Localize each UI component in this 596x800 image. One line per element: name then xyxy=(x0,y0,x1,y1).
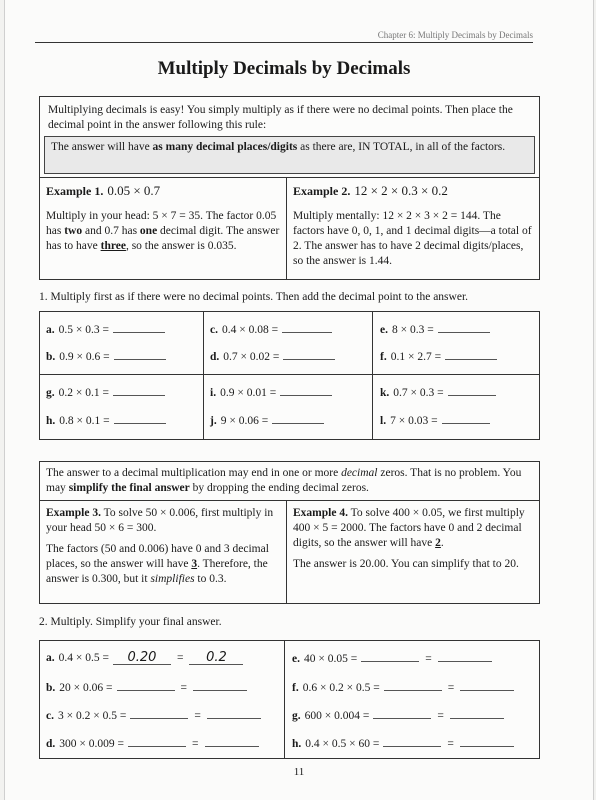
problem-expression: 20 × 0.06 = xyxy=(59,682,113,694)
problem-label: d. xyxy=(210,351,220,363)
example-1-text: Multiply in your head: 5 × 7 = 35. The factor 0.05 has two and 0.7 has one decimal digit. The answer has to have three, so the answer is 0.035. xyxy=(46,210,280,252)
problem-g xyxy=(46,384,165,399)
problem-label: b. xyxy=(46,351,56,363)
problem-expression: 0.4 × 0.08 = xyxy=(221,324,279,336)
problem-label: g. xyxy=(292,710,301,722)
problem-2b xyxy=(46,679,247,694)
example-4 xyxy=(287,501,539,603)
section-2-grid xyxy=(39,640,540,759)
answer-blank[interactable] xyxy=(117,679,175,691)
problem-l xyxy=(380,412,490,427)
example-2-heading xyxy=(293,183,533,199)
problem-label: f. xyxy=(292,682,299,694)
simplified-answer-blank[interactable] xyxy=(460,679,514,691)
problem-expression: 0.9 × 0.01 = xyxy=(220,387,277,399)
example-2 xyxy=(287,178,539,279)
problem-expression: 8 × 0.3 = xyxy=(391,324,434,336)
example-1 xyxy=(40,178,287,279)
simplified-answer-blank[interactable] xyxy=(207,707,261,719)
answer-blank[interactable] xyxy=(130,707,188,719)
problem-label: a. xyxy=(46,324,55,336)
example-4-text-2: The answer is 20.00. You can simplify that to 20. xyxy=(293,558,519,570)
answer-blank[interactable] xyxy=(438,321,490,333)
rule-text-end: as there are, IN TOTAL, in all of the factors. xyxy=(297,141,506,153)
equals-sign: = xyxy=(447,738,454,750)
problem-expression: 300 × 0.009 = xyxy=(59,738,125,750)
problem-h xyxy=(46,412,166,427)
answer-blank[interactable] xyxy=(114,412,166,424)
problem-k xyxy=(380,384,496,399)
problem-expression: 0.5 × 0.3 = xyxy=(58,324,109,336)
problem-label: b. xyxy=(46,682,56,694)
answer-blank[interactable] xyxy=(113,321,165,333)
problem-expression: 0.8 × 0.1 = xyxy=(59,415,110,427)
problem-2a xyxy=(46,650,243,665)
problem-expression: 600 × 0.004 = xyxy=(304,710,370,722)
simplified-answer-blank[interactable] xyxy=(460,735,514,747)
problem-expression: 0.2 × 0.1 = xyxy=(58,387,109,399)
problem-label: c. xyxy=(46,710,54,722)
page-title: Multiply Decimals by Decimals xyxy=(157,58,411,79)
example-2-expression: 12 × 2 × 0.3 × 0.2 xyxy=(354,183,448,198)
answer-blank[interactable] xyxy=(272,412,324,424)
rule-text-bold: as many decimal places/digits xyxy=(152,141,298,153)
equals-sign: = xyxy=(176,652,184,664)
problem-a xyxy=(46,321,165,336)
problem-j xyxy=(210,412,324,427)
simplified-answer-blank[interactable] xyxy=(193,679,247,691)
answer-blank[interactable] xyxy=(445,348,497,360)
problem-label: e. xyxy=(292,653,300,665)
answer-blank[interactable] xyxy=(282,321,332,333)
grid-divider xyxy=(40,374,539,375)
simplified-answer-blank[interactable] xyxy=(450,707,504,719)
example-1-label: Example 1. xyxy=(46,184,104,198)
problem-label: h. xyxy=(46,415,56,427)
equals-sign: = xyxy=(194,710,201,722)
section-1-grid xyxy=(39,311,540,440)
header-rule xyxy=(35,42,533,43)
grid-divider xyxy=(372,312,373,439)
problem-i xyxy=(210,384,332,399)
problem-label: d. xyxy=(46,738,56,750)
equals-sign: = xyxy=(447,682,455,694)
problem-label: a. xyxy=(46,652,55,664)
grid-divider xyxy=(203,312,204,439)
problem-label: i. xyxy=(210,387,217,399)
answer-blank[interactable] xyxy=(283,348,335,360)
problem-2f xyxy=(292,679,514,694)
answer-blank[interactable] xyxy=(373,707,431,719)
problem-label: g. xyxy=(46,387,55,399)
problem-label: k. xyxy=(380,387,390,399)
section-2-instruction: 2. Multiply. Simplify your final answer. xyxy=(39,616,222,628)
problem-2h xyxy=(292,735,514,750)
simplified-answer-blank[interactable] xyxy=(438,650,492,662)
examples-row xyxy=(40,177,539,279)
problem-c xyxy=(210,321,332,336)
rule-text-start: The answer will have xyxy=(51,141,153,153)
example-3-text-2: The factors (50 and 0.006) have 0 and 3 decimal places, so the answer will have 3. Therefore, the answer is 0.300, but it simplifies to 0.3. xyxy=(46,543,269,585)
equals-sign: = xyxy=(425,653,432,665)
simplified-answer-blank[interactable]: 0.2 xyxy=(189,650,243,665)
problem-b xyxy=(46,348,166,363)
problem-expression: 3 × 0.2 × 0.5 = xyxy=(57,710,127,722)
example-3-text-1: Example 3. To solve 50 × 0.006, first multiply in your head 50 × 6 = 300. xyxy=(46,507,274,534)
problem-label: f. xyxy=(380,351,387,363)
problem-expression: 0.7 × 0.3 = xyxy=(393,387,444,399)
problem-2g xyxy=(292,707,504,722)
problem-2e xyxy=(292,650,492,665)
problem-f xyxy=(380,348,497,363)
example-3 xyxy=(40,501,287,603)
simplified-answer-blank[interactable] xyxy=(205,735,259,747)
problem-expression: 40 × 0.05 = xyxy=(303,653,358,665)
equals-sign: = xyxy=(192,738,199,750)
problem-2d xyxy=(46,735,259,750)
problem-d xyxy=(210,348,335,363)
problem-label: c. xyxy=(210,324,218,336)
chapter-header: Chapter 6: Multiply Decimals by Decimals xyxy=(377,30,533,40)
example-4-text-1: Example 4. To solve 400 × 0.05, we first multiply 400 × 5 = 2000. The factors have 0 and 2 decimal digits, so the answer will have 2. xyxy=(293,507,525,549)
problem-label: h. xyxy=(292,738,302,750)
intro-text: Multiplying decimals is easy! You simply multiply as if there were no decimal points. Then place the decimal point in the answer following this rule: xyxy=(48,104,513,131)
example-2-text: Multiply mentally: 12 × 2 × 3 × 2 = 144. The factors have 0, 0, 1, and 1 decimal digits—a total of 2. The answer has to have 2 decimal digits/places, so the answer is 1.44. xyxy=(293,210,532,267)
answer-blank[interactable] xyxy=(128,735,186,747)
worksheet-page xyxy=(4,0,594,800)
problem-2c xyxy=(46,707,261,722)
page-number: 11 xyxy=(293,766,305,778)
answer-blank[interactable] xyxy=(361,650,419,662)
problem-expression: 0.7 × 0.02 = xyxy=(223,351,280,363)
problem-label: e. xyxy=(380,324,388,336)
problem-label: j. xyxy=(210,415,217,427)
answer-blank[interactable] xyxy=(113,384,165,396)
problem-expression: 0.4 × 0.5 = xyxy=(58,652,109,664)
problem-expression: 0.9 × 0.6 = xyxy=(59,351,110,363)
problem-expression: 0.4 × 0.5 × 60 = xyxy=(305,738,380,750)
problem-e xyxy=(380,321,490,336)
example-2-label: Example 2. xyxy=(293,184,351,198)
problem-expression: 9 × 0.06 = xyxy=(220,415,269,427)
grid-divider xyxy=(284,641,285,758)
problem-label: l. xyxy=(380,415,387,427)
answer-blank[interactable] xyxy=(448,384,496,396)
intro-box xyxy=(39,96,540,280)
simplify-box xyxy=(39,461,540,604)
problem-expression: 7 × 0.03 = xyxy=(390,415,438,427)
answer-blank[interactable]: 0.20 xyxy=(113,650,171,665)
simplify-text: The answer to a decimal multiplication may end in one or more decimal zeros. That is no problem. You may simplify the final answer by dropping the ending decimal zeros. xyxy=(46,467,522,494)
equals-sign: = xyxy=(437,710,444,722)
answer-blank[interactable] xyxy=(384,679,442,691)
problem-expression: 0.6 × 0.2 × 0.5 = xyxy=(302,682,380,694)
example-1-heading xyxy=(46,183,280,199)
example-1-expression: 0.05 × 0.7 xyxy=(107,183,161,198)
answer-blank[interactable] xyxy=(442,412,490,424)
simplify-examples-row xyxy=(40,500,539,603)
answer-blank[interactable] xyxy=(383,735,441,747)
equals-sign: = xyxy=(180,682,188,694)
problem-expression: 0.1 × 2.7 = xyxy=(390,351,442,363)
answer-blank[interactable] xyxy=(114,348,166,360)
answer-blank[interactable] xyxy=(280,384,332,396)
rule-box xyxy=(44,136,535,174)
section-1-instruction: 1. Multiply first as if there were no decimal points. Then add the decimal point to the answer. xyxy=(39,291,469,303)
